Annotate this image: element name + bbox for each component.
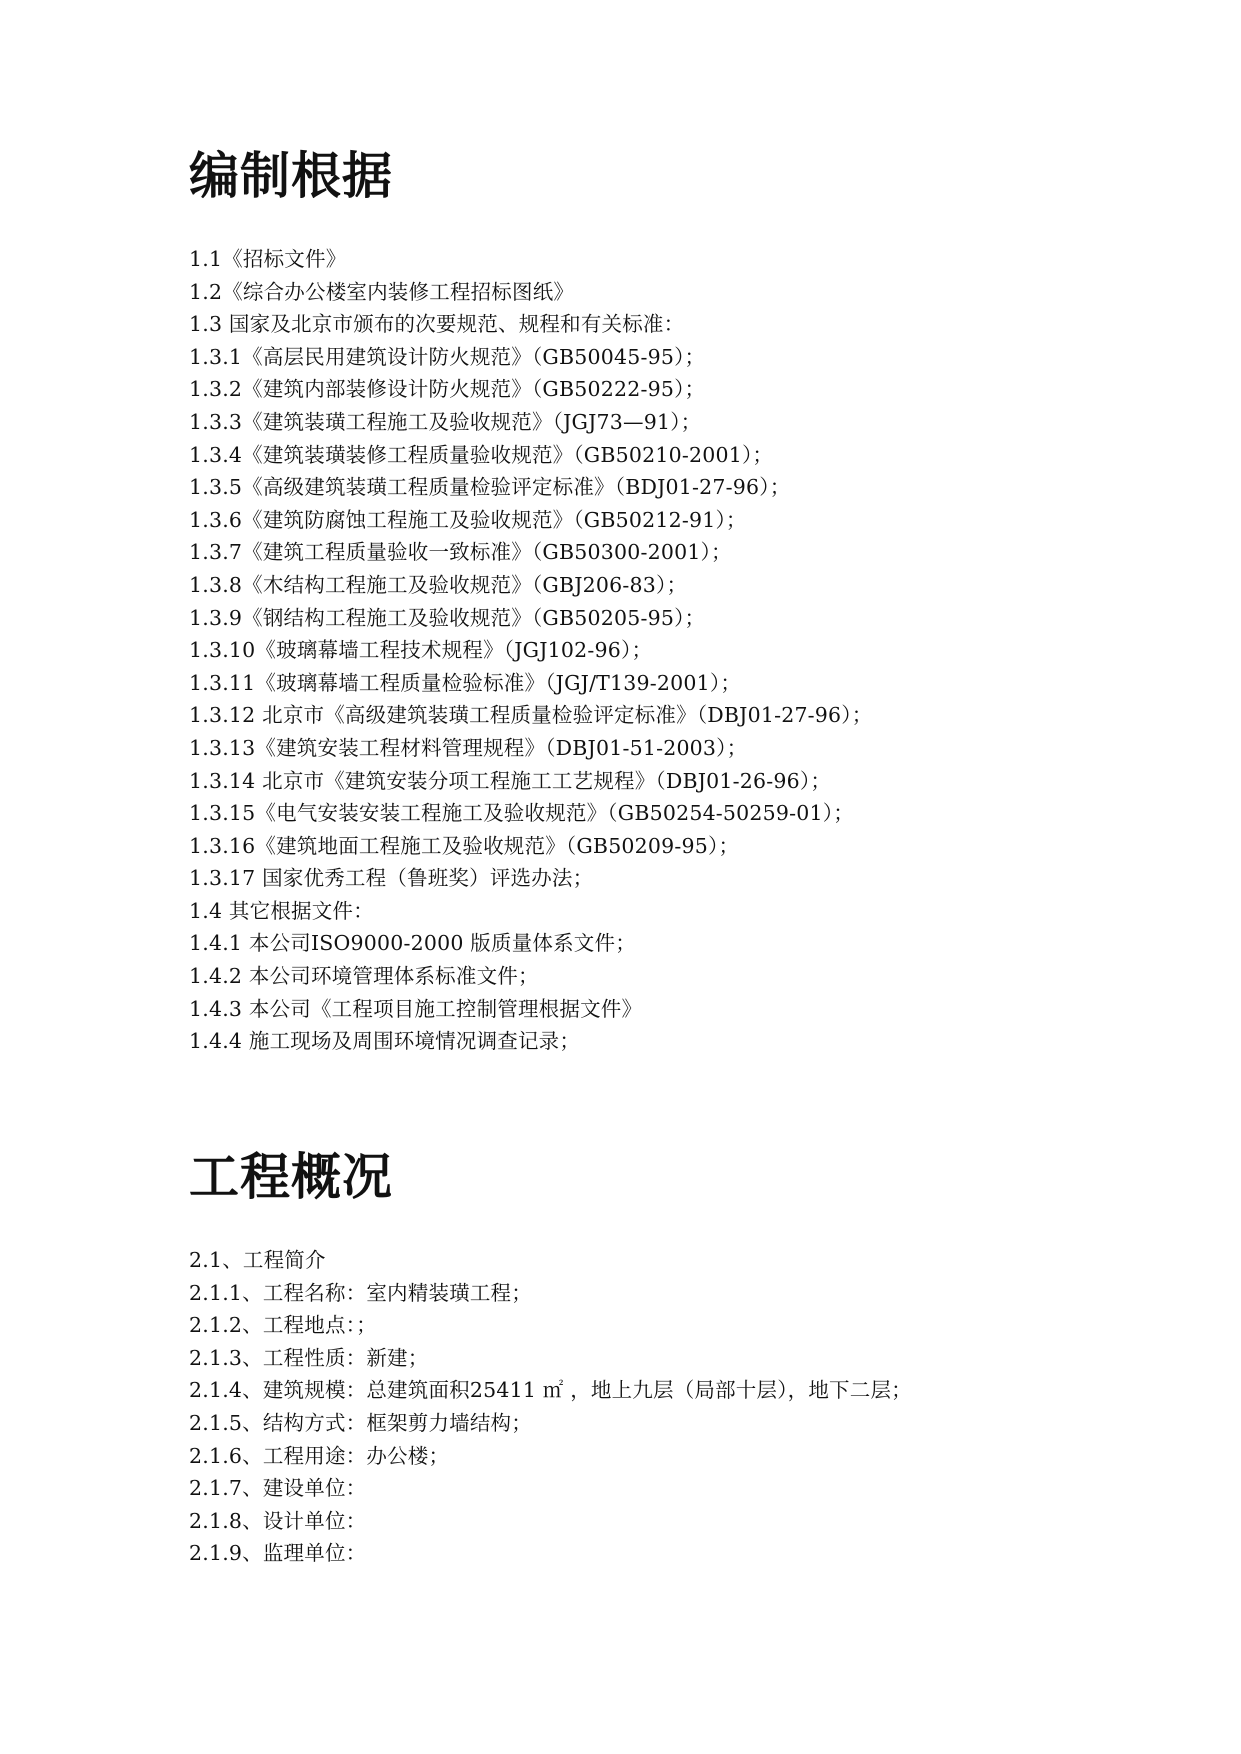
basis-list xyxy=(189,243,1089,1090)
list-item: 1.3.16《建筑地面工程施工及验收规范》（GB50209-95）； xyxy=(189,833,740,858)
list-item: 1.3.14 北京市《建筑安装分项工程施工工艺规程》（DBJ01-26-96）； xyxy=(189,768,832,793)
overview-list xyxy=(189,1244,1089,1570)
list-item: 2.1.9、监理单位： xyxy=(189,1541,367,1566)
list-item: 1.3.17 国家优秀工程（鲁班奖）评选办法； xyxy=(189,866,594,891)
list-item: 2.1.5、结构方式：框架剪力墙结构； xyxy=(189,1410,532,1435)
list-item: 1.3.11《玻璃幕墙工程质量检验标准》（JGJ/T139-2001）； xyxy=(189,670,742,695)
list-item: 2.1、工程简介 xyxy=(189,1248,326,1272)
list-item: 1.2《综合办公楼室内装修工程招标图纸》 xyxy=(189,279,575,304)
list-item: 1.4.1 本公司ISO9000-2000 版质量体系文件； xyxy=(189,931,636,956)
list-item: 1.3.12 北京市《高级建筑装璜工程质量检验评定标准》（DBJ01-27-96）； xyxy=(189,703,873,728)
list-item: 1.3.1《高层民用建筑设计防火规范》（GB50045-95）； xyxy=(189,344,706,369)
list-item: 2.1.4、建筑规模：总建筑面积25411 ㎡ ，地上九层（局部十层），地下二层； xyxy=(189,1378,912,1403)
list-item: 1.4.4 施工现场及周围环境情况调查记录； xyxy=(189,1029,581,1054)
list-item: 2.1.7、建设单位： xyxy=(189,1476,367,1501)
section-heading-overview: 工程概况 xyxy=(189,1148,393,1206)
list-item: 1.4 其它根据文件： xyxy=(189,898,374,923)
list-item: 2.1.6、工程用途：办公楼； xyxy=(189,1443,450,1468)
list-item: 1.4.3 本公司《工程项目施工控制管理根据文件》 xyxy=(189,996,643,1021)
list-item: 1.3.13《建筑安装工程材料管理规程》（DBJ01-51-2003）； xyxy=(189,735,748,760)
section-heading-basis: 编制根据 xyxy=(189,147,393,205)
list-item: 1.3.3《建筑装璜工程施工及验收规范》（JGJ73—91）； xyxy=(189,409,702,434)
list-item: 1.3.7《建筑工程质量验收一致标准》（GB50300-2001）； xyxy=(189,540,732,565)
list-item: 1.3.9《钢结构工程施工及验收规范》（GB50205-95）； xyxy=(189,605,706,630)
list-item: 2.1.3、工程性质：新建； xyxy=(189,1345,429,1370)
list-item: 1.3.10《玻璃幕墙工程技术规程》（JGJ102-96）； xyxy=(189,638,653,663)
list-item: 1.3.4《建筑装璜装修工程质量验收规范》（GB50210-2001）； xyxy=(189,442,774,467)
list-item: 1.3 国家及北京市颁布的次要规范、规程和有关标准： xyxy=(189,312,685,337)
list-item: 1.3.2《建筑内部装修设计防火规范》（GB50222-95）； xyxy=(189,377,706,402)
section-basis xyxy=(189,145,1089,1090)
list-item: 1.3.5《高级建筑装璜工程质量检验评定标准》（BDJ01-27-96）； xyxy=(189,475,791,500)
list-item: 1.4.2 本公司环境管理体系标准文件； xyxy=(189,964,539,989)
section-overview xyxy=(189,1146,1089,1570)
list-item: 1.3.15《电气安装安装工程施工及验收规范》（GB50254-50259-01）； xyxy=(189,801,854,826)
list-item xyxy=(189,1058,1089,1091)
list-item: 1.1《招标文件》 xyxy=(189,247,347,271)
list-item: 2.1.1、工程名称：室内精装璜工程； xyxy=(189,1280,532,1305)
list-item: 2.1.8、设计单位： xyxy=(189,1508,367,1533)
list-item: 1.3.6《建筑防腐蚀工程施工及验收规范》（GB50212-91）； xyxy=(189,507,747,532)
list-item: 1.3.8《木结构工程施工及验收规范》（GBJ206-83）； xyxy=(189,572,688,597)
list-item: 2.1.2、工程地点：； xyxy=(189,1313,377,1338)
